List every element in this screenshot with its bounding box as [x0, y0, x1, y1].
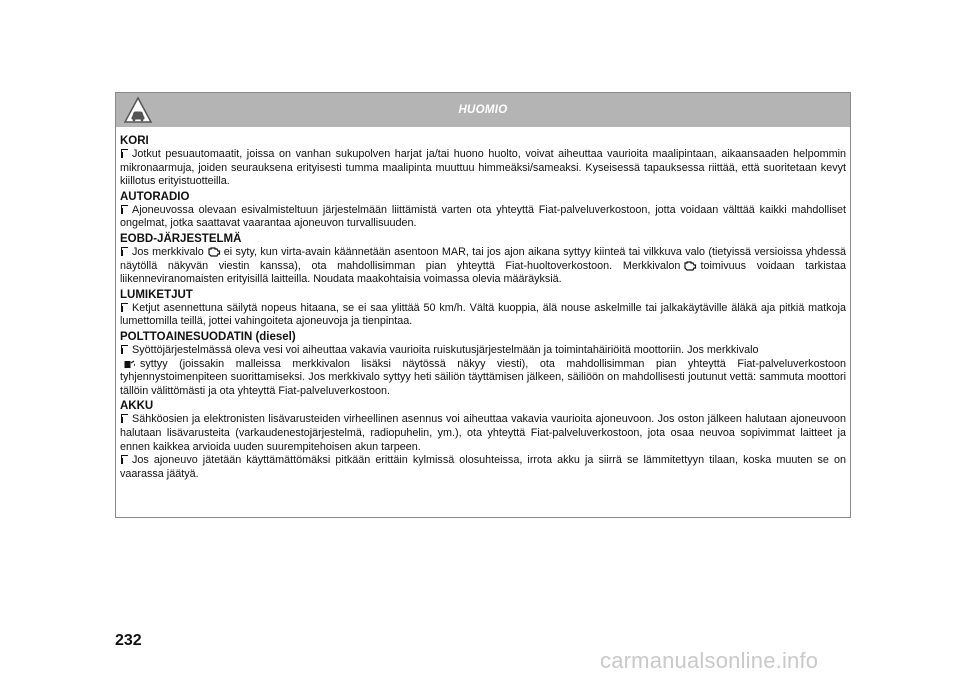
section-title-eobd: EOBD-JÄRJESTELMÄ — [120, 232, 242, 245]
bullet-icon — [121, 455, 128, 462]
bullet-icon — [121, 414, 128, 421]
paragraph: Jos ajoneuvo jätetään käyttämättömäksi pitkään erittäin kylmissä olosuhteissa, irrota akku ja siirrä se lämmitettyyn tilaan, koska muuten se on vaarassa jäätyä. — [120, 454, 846, 480]
bullet-icon — [121, 345, 128, 352]
paragraph: Jos merkkivalo ei syty, kun virta-avain käännetään asentoon MAR, tai jos ajon aikana syttyy kiinteä tai vilkkuva valo (tietyissä versioissa yhdessä näytöllä näkyvän viestin kanssa), ota mahdollisimman pian yhteyttä Fiat-huoltoverkostoon. Merkkivalon toimivuus voidaan tarkistaa liikenneviranomaisten erityisillä laitteilla. Noudata maakohtaisia voimassa olevia määräyksiä. — [120, 245, 847, 286]
bullet-icon — [121, 149, 128, 156]
section-title-autoradio: AUTORADIO — [120, 190, 190, 203]
paragraph: Syöttöjärjestelmässä oleva vesi voi aiheuttaa vakavia vaurioita ruiskutusjärjestelmään ja toimintahäiriöitä moottoriin. Jos merkkivalo syttyy (joissakin malleissa merkkivalon lisäksi näytössä näkyy viesti), ota mahdollisimman pian yhteyttä Fiat-palveluverkostoon tyhjennystoimenpiteen suorittamiseksi. Jos merkkivalo syttyy heti säiliön täyttämisen jälkeen, säiliöön on mahdollisesti joutunut vettä: sammuta moottori tällöin välittömästi ja ota yhteyttä Fiat-palveluverkostoon. — [120, 343, 846, 397]
paragraph: Ketjut asennettuna säilytä nopeus hitaana, se ei saa ylittää 50 km/h. Vältä kuoppia, älä nouse askelmille tai jalkakäytäville äläkä aja pitkiä matkoja lumettomilla teillä, jottei vahingoiteta ajoneuvoja ja tienpintaa. — [120, 301, 846, 328]
notice-body — [116, 127, 850, 481]
section-title-akku: AKKU — [120, 400, 154, 413]
bullet-icon — [121, 303, 128, 310]
section-title-polttoainesuodatin: POLTTOAINESUODATIN (diesel) — [120, 330, 296, 343]
bullet-icon — [121, 247, 128, 254]
water-in-fuel-icon — [123, 358, 137, 369]
paragraph: Sähköosien ja elektronisten lisävarusteiden virheellinen asennus voi aiheuttaa vakavia vaurioita ajoneuvoon. Jos oston jälkeen halutaan ajoneuvoon halutaan lisävarusteita (varkaudenestojärjestelmä, radiopuhelin, ym.), ota yhteyttä Fiat-palveluverkostoon, jota osaa neuvoa sopivimmat laitteet ja ennen kaikkea arvioida uuden suurempitehoisen akun tarpeen. — [120, 413, 846, 453]
page-number: 232 — [115, 632, 142, 649]
warning-car-icon — [123, 96, 153, 124]
notice-header — [116, 93, 850, 127]
paragraph: Jotkut pesuautomaatit, joissa on vanhan sukupolven harjat ja/tai huono huolto, voivat aiheuttaa vaurioita maalipintaan, aikaansaaden helpommin mikronaarmuja, joiden seurauksena erityisesti tumma maalipinta muuttuu himmeäksi/sameaksi. Kyseisessä tapauksessa riittää, että suoritetaan kevyt kiillotus erityistuotteilla. — [120, 148, 846, 188]
section-title-kori: KORI — [120, 135, 149, 147]
watermark: carmanualsonline.info — [600, 648, 819, 673]
warning-notice-box — [115, 92, 851, 518]
section-title-lumiketjut: LUMIKETJUT — [120, 288, 193, 301]
engine-warning-icon — [207, 246, 221, 257]
paragraph: Ajoneuvossa olevaan esivalmisteltuun järjestelmään liittämistä varten ota yhteyttä Fiat-palveluverkostoon, jotta voidaan välttää kaikki mahdolliset ongelmat, jotka saattavat vaarantaa ajoneuvon turvallisuuden. — [120, 203, 846, 230]
notice-title: HUOMIO — [458, 104, 508, 116]
bullet-icon — [121, 205, 128, 212]
engine-warning-icon — [683, 260, 697, 271]
